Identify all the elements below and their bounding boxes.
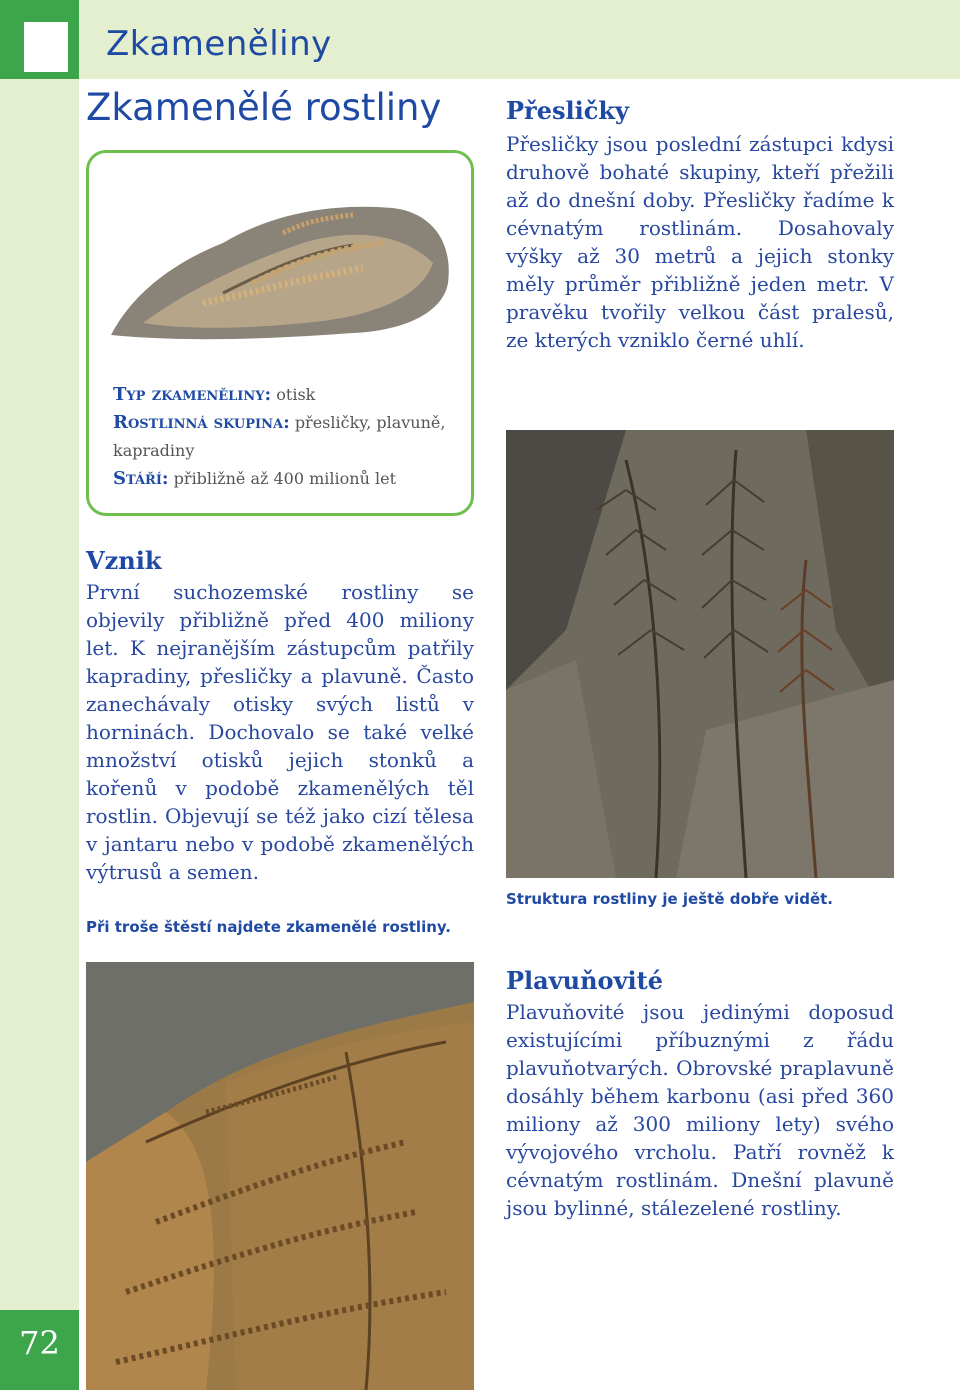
info-group-line	[113, 409, 458, 465]
info-group-value: přesličky, plavuně, kapradiny	[113, 413, 446, 460]
preslicky-heading: Přesličky	[506, 96, 629, 125]
info-age-line	[113, 465, 458, 493]
page-title: Zkamenělé rostliny	[86, 86, 442, 129]
chapter-marker-square	[24, 22, 68, 72]
preslicky-text: Přesličky jsou poslední zástupci kdysi druhově bohaté skupiny, kteří přežili až do dnešní doby. Přesličky řadíme k cévnatým rostlinám. Dosahovaly výšky až 30 metrů a jejich stonky měly průměr přibližně jeden metr. V pravěku tvořily velkou část pralesů, ze kterých vzniklo černé uhlí.	[506, 132, 894, 352]
caption-right: Struktura rostliny je ještě dobře vidět.	[506, 890, 833, 908]
info-type-line	[113, 381, 458, 409]
fossil-rock-photo	[103, 173, 457, 353]
chapter-marker	[0, 0, 79, 79]
section-title: Zkameněliny	[106, 24, 332, 64]
plavunovite-heading: Plavuňovité	[506, 966, 663, 995]
vznik-heading: Vznik	[86, 546, 162, 575]
plavunovite-text: Plavuňovité jsou jedinými doposud existujícími příbuznými z řádu plavuňotvarých. Obrovské praplavuně dosáhly během karbonu (asi před 360 miliony až 300 miliony lety) svého vývojového vrcholu. Patří rovněž k cévnatým rostlinám. Dnešní plavuně jsou bylinné, stálezelené rostliny.	[506, 1000, 894, 1220]
info-age-label: Stáří:	[113, 468, 169, 489]
vznik-text: První suchozemské rostliny se objevily přibližně před 400 miliony let. K nejranějším zástupcům patřily kapradiny, přesličky a plavuně. Často zanechávaly otisky svých listů v horninách. Dochovalo se také velké množství otisků jejich stonků a kořenů v podobě zkamenělých těl rostlin. Objevují se též jako cizí tělesa v jantaru nebo v podobě zkamenělých výtrusů a semen.	[86, 580, 474, 884]
caption-left: Při troše štěstí najdete zkamenělé rostliny.	[86, 918, 451, 936]
info-type-label: Typ zkameněliny:	[113, 384, 272, 405]
info-card	[86, 150, 474, 516]
info-age-value: přibližně až 400 milionů let	[173, 469, 396, 488]
info-lines	[113, 381, 458, 493]
page-number: 72	[19, 1324, 60, 1362]
info-type-value: otisk	[276, 385, 316, 404]
info-group-label: Rostlinná skupina:	[113, 412, 290, 433]
horsetail-fossil-photo	[506, 430, 894, 878]
side-band	[0, 0, 79, 1390]
fern-fossil-photo	[86, 962, 474, 1390]
